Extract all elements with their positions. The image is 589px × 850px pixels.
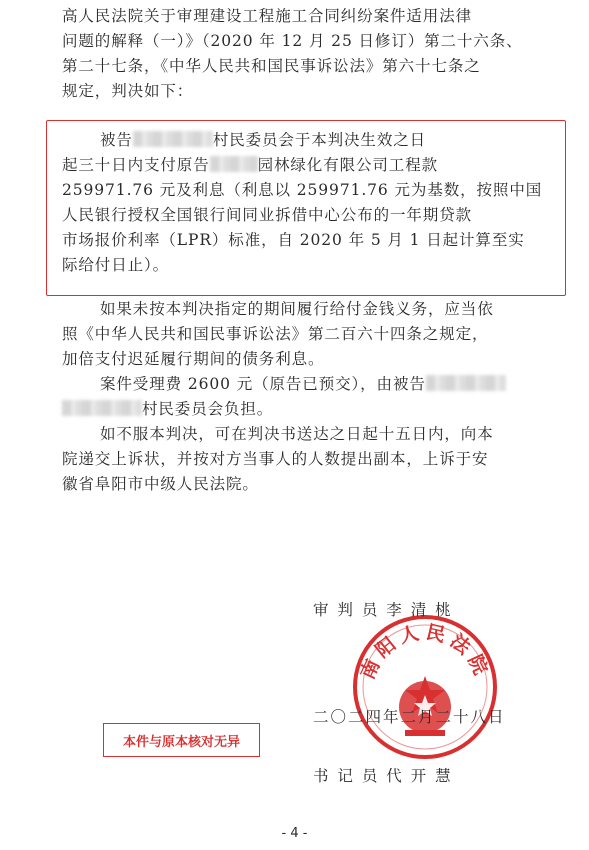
text-line	[100, 372, 550, 397]
svg-text:南阳人民法院	[356, 621, 494, 683]
text-line: 际给付日止）。	[62, 256, 170, 274]
page-number: - 4 -	[281, 826, 308, 841]
text-line: 加倍支付迟延履行期间的债务利息。	[62, 350, 325, 368]
text-line	[62, 397, 542, 422]
judge-signature: 审 判 员 李 清 桃	[313, 601, 453, 619]
text-fragment: 案件受理费 2600 元（原告已预交），由被告	[100, 375, 426, 393]
verification-stamp	[103, 723, 260, 757]
paragraph-legal-basis	[62, 4, 542, 104]
text-line	[100, 128, 550, 153]
text-fragment: 村民委员会负担。	[142, 400, 274, 418]
redacted-name	[133, 131, 213, 147]
text-line: 照《中华人民共和国民事诉讼法》第二百六十四条之规定，	[62, 325, 489, 343]
paragraph-judgment-body	[62, 153, 542, 278]
text-line: 院递交上诉状，并按对方当事人的人数提出副本，上诉于安	[62, 450, 489, 468]
text-line: 如果未按本判决指定的期间履行给付金钱义务，应当依	[100, 300, 494, 318]
court-seal-icon	[350, 612, 500, 762]
text-line: 高人民法院关于审理建设工程施工合同纠纷案件适用法律	[62, 7, 473, 25]
paragraph-default-interest	[62, 322, 542, 372]
text-line	[62, 153, 542, 178]
defendant-label: 被告	[100, 131, 133, 149]
paragraph-appeal	[62, 447, 542, 497]
paragraph-court-fee	[62, 397, 542, 422]
redacted-name	[426, 375, 506, 391]
paragraph-default-interest-first	[100, 297, 550, 322]
redacted-name	[62, 400, 142, 416]
text-line: 市场报价利率（LPR）标准，自 2020 年 5 月 1 日起计算至实	[62, 231, 525, 249]
text-line: 如不服本判决，可在判决书送达之日起十五日内，向本	[100, 425, 494, 443]
redacted-name	[210, 156, 258, 172]
text-line: 问题的解释（一）》（2020 年 12 月 25 日修订）第二十六条、	[62, 32, 523, 50]
verification-stamp-text: 本件与原本核对无异	[122, 734, 240, 750]
seal-text: 南阳人民法院	[356, 621, 494, 683]
plaintiff-label: 起三十日内支付原告	[62, 156, 210, 174]
paragraph-appeal-first	[100, 422, 550, 447]
text-line: 第二十七条，《中华人民共和国民事诉讼法》第六十七条之	[62, 57, 481, 75]
text-fragment: 村民委员会于本判决生效之日	[212, 131, 427, 149]
text-fragment: 园林绿化有限公司工程款	[257, 156, 439, 174]
paragraph-judgment	[100, 128, 550, 153]
text-line: 259971.76 元及利息（利息以 259971.76 元为基数，按照中国	[62, 181, 543, 199]
text-line: 徽省阜阳市中级人民法院。	[62, 475, 259, 493]
text-line: 人民银行授权全国银行间同业拆借中心公布的一年期贷款	[62, 206, 473, 224]
text-line: 规定，判决如下：	[62, 82, 194, 100]
clerk-signature: 书 记 员 代 开 慧	[313, 767, 453, 785]
judgment-date: 二〇二四年二月二十八日	[313, 708, 506, 726]
paragraph-court-fee-first	[100, 372, 550, 397]
